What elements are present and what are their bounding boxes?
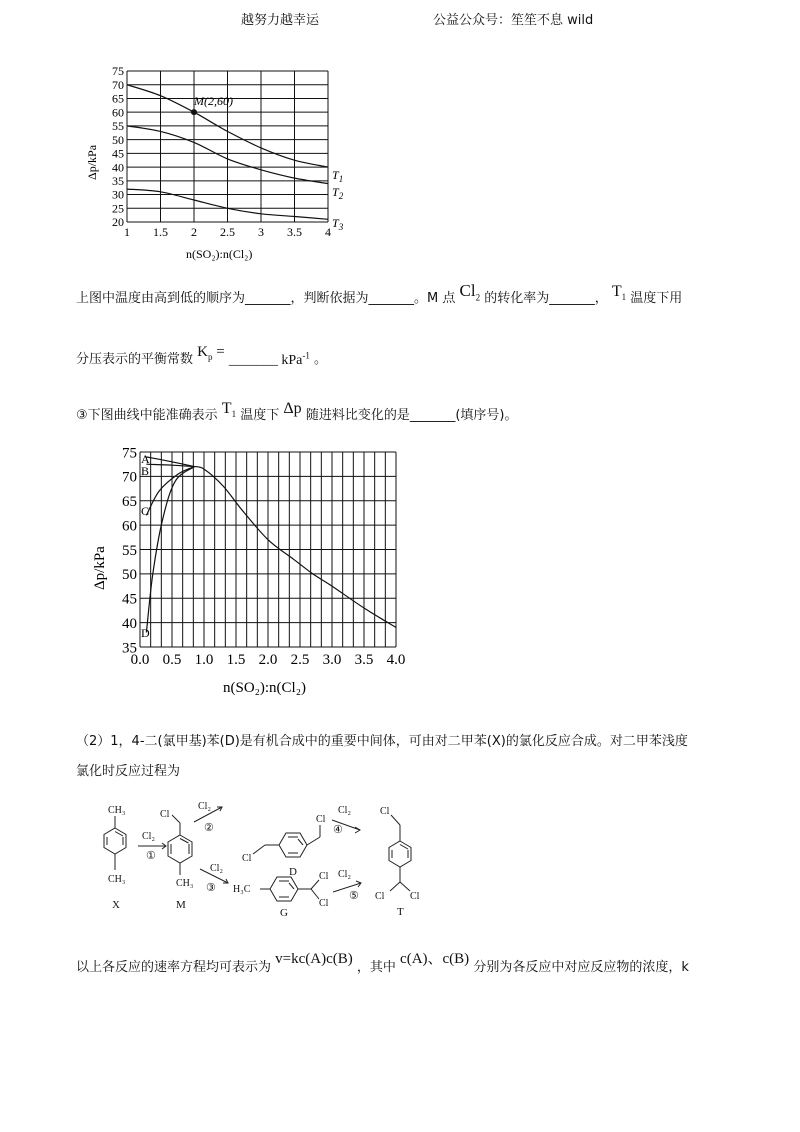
chart-2-y-label: Δp/kPa <box>92 546 108 590</box>
x-tick-label: 3.5 <box>354 652 374 668</box>
chart-1-y-label: Δp/kPa <box>85 144 99 180</box>
d-cl-left: Cl <box>242 853 252 864</box>
question-line-3: ③下图曲线中能准确表示 $T_1$ 温度下 Δp 随进料比变化的是_______(填序号)。 <box>76 400 518 423</box>
arrow4-reagent: Cl₂ <box>338 805 351 816</box>
y-tick-label: 45 <box>112 146 124 161</box>
arrow2-step: ② <box>204 822 214 834</box>
chart-2-series <box>146 457 396 633</box>
x-tick-label: 1 <box>124 225 130 239</box>
benzene-ring-m <box>168 835 192 863</box>
x-tick-label: 2.0 <box>258 652 278 668</box>
y-tick-label: 60 <box>112 105 124 120</box>
x-ch3-bottom: CH₃ <box>108 874 126 885</box>
arrow1-reagent: Cl₂ <box>142 831 155 842</box>
chart-2-grid <box>140 452 396 647</box>
series-line-shared <box>194 467 396 628</box>
point-m-marker <box>191 109 197 115</box>
g-cl-bottom: Cl <box>319 898 329 909</box>
header-left: 越努力越幸运 <box>241 13 320 28</box>
chart-2 <box>84 440 420 700</box>
y-tick-label: 70 <box>122 469 137 486</box>
label-m: M <box>176 899 186 911</box>
label-g: G <box>280 907 288 919</box>
x-tick-label: 4.0 <box>386 652 406 668</box>
y-tick-label: 40 <box>122 615 137 632</box>
y-tick-label: 45 <box>122 591 137 608</box>
g-h3c: H₃C <box>233 884 251 895</box>
chart-2-y-ticks <box>122 445 137 656</box>
curve-letter-b: B <box>141 464 150 478</box>
arrow2-reagent: Cl₂ <box>198 801 211 812</box>
g-cl-top: Cl <box>319 871 329 882</box>
x-ch3-top: CH₃ <box>108 805 126 816</box>
y-tick-label: 50 <box>112 132 124 147</box>
x-tick-label: 4 <box>325 225 331 239</box>
curve-letter-d: D <box>141 626 150 640</box>
question-line-order: 上图中温度由高到低的顺序为_______，判断依据为_______。M 点 $Cl_2$ 的转化率为_______， $T_1$ 温度下用 <box>76 281 683 306</box>
label-x: X <box>112 899 120 911</box>
arrow1-step: ① <box>146 850 156 862</box>
chart-1-x-label: n(SO₂):n(Cl₂) <box>186 247 253 261</box>
y-tick-label: 20 <box>112 215 124 230</box>
question-2-line-1: （2）1，4-二(氯甲基)苯(D)是有机合成中的重要中间体，可由对二甲苯(X)的氯化反应合成。对二甲苯浅度 <box>76 734 688 749</box>
arrow3-reagent: Cl₂ <box>210 863 223 874</box>
point-m-label: M(2,60) <box>194 94 233 108</box>
x-tick-label: 0.0 <box>130 652 150 668</box>
x-tick-label: 2.5 <box>290 652 310 668</box>
question-line-kp: 分压表示的平衡常数 $K_p$ = _______ kPa$^{-1}$ 。 <box>76 344 328 368</box>
x-tick-label: 3.0 <box>322 652 342 668</box>
y-tick-label: 25 <box>112 201 124 216</box>
arrow5-step: ⑤ <box>349 890 359 902</box>
chart-2-x-ticks <box>131 652 406 668</box>
label-t: T <box>397 906 404 918</box>
chart-1-x-ticks <box>124 225 331 239</box>
question-2-line-2: 氯化时反应过程为 <box>76 764 181 779</box>
y-tick-label: 55 <box>122 542 137 559</box>
y-tick-label: 65 <box>122 494 137 510</box>
header-right: 公益公众号：笙笙不息 wild <box>433 13 594 28</box>
arrow5-reagent: Cl₂ <box>338 869 351 880</box>
x-tick-label: 1.5 <box>153 225 168 239</box>
x-tick-label: 2 <box>191 225 197 239</box>
reaction-scheme <box>70 795 470 920</box>
x-tick-label: 1.0 <box>194 652 214 668</box>
y-tick-label: 75 <box>122 445 137 462</box>
x-tick-label: 3 <box>258 225 264 239</box>
x-tick-label: 1.5 <box>226 652 246 668</box>
y-tick-label: 60 <box>122 518 137 535</box>
t-cl-right: Cl <box>410 891 420 902</box>
rate-equation-line: 以上各反应的速率方程均可表示为 v=kc(A)c(B) ，其中 c(A)、c(B) 分别为各反应中对应反应物的浓度，k <box>76 951 689 975</box>
m-cl: Cl <box>160 809 170 820</box>
t-cl-left: Cl <box>375 891 385 902</box>
chart-1-y-ticks <box>112 64 124 229</box>
y-tick-label: 55 <box>112 119 124 134</box>
y-tick-label: 35 <box>122 640 137 657</box>
t-cl-top: Cl <box>380 806 390 817</box>
y-tick-label: 50 <box>122 567 137 584</box>
label-d: D <box>289 866 297 878</box>
y-tick-label: 40 <box>112 160 124 175</box>
chart-1 <box>70 62 370 267</box>
x-tick-label: 3.5 <box>287 225 302 239</box>
curve-letter-a: A <box>141 452 150 466</box>
curve-label-t3: $T_3$ <box>332 216 344 232</box>
d-cl-right: Cl <box>316 814 326 825</box>
x-tick-label: 2.5 <box>220 225 235 239</box>
chart-2-x-label: n(SO₂):n(Cl₂) <box>223 680 306 696</box>
curve-label-t2: $T_2$ <box>332 185 344 201</box>
y-tick-label: 30 <box>112 187 124 202</box>
y-tick-label: 35 <box>112 174 124 189</box>
curve-label-t1: $T_1$ <box>332 168 344 184</box>
y-tick-label: 65 <box>112 91 124 106</box>
arrow4-step: ④ <box>333 824 343 836</box>
x-tick-label: 0.5 <box>162 652 182 668</box>
arrow3-step: ③ <box>206 882 216 894</box>
y-tick-label: 75 <box>112 64 124 79</box>
m-ch3: CH₃ <box>176 878 194 889</box>
y-tick-label: 70 <box>112 77 124 92</box>
curve-letter-c: C <box>141 504 150 518</box>
